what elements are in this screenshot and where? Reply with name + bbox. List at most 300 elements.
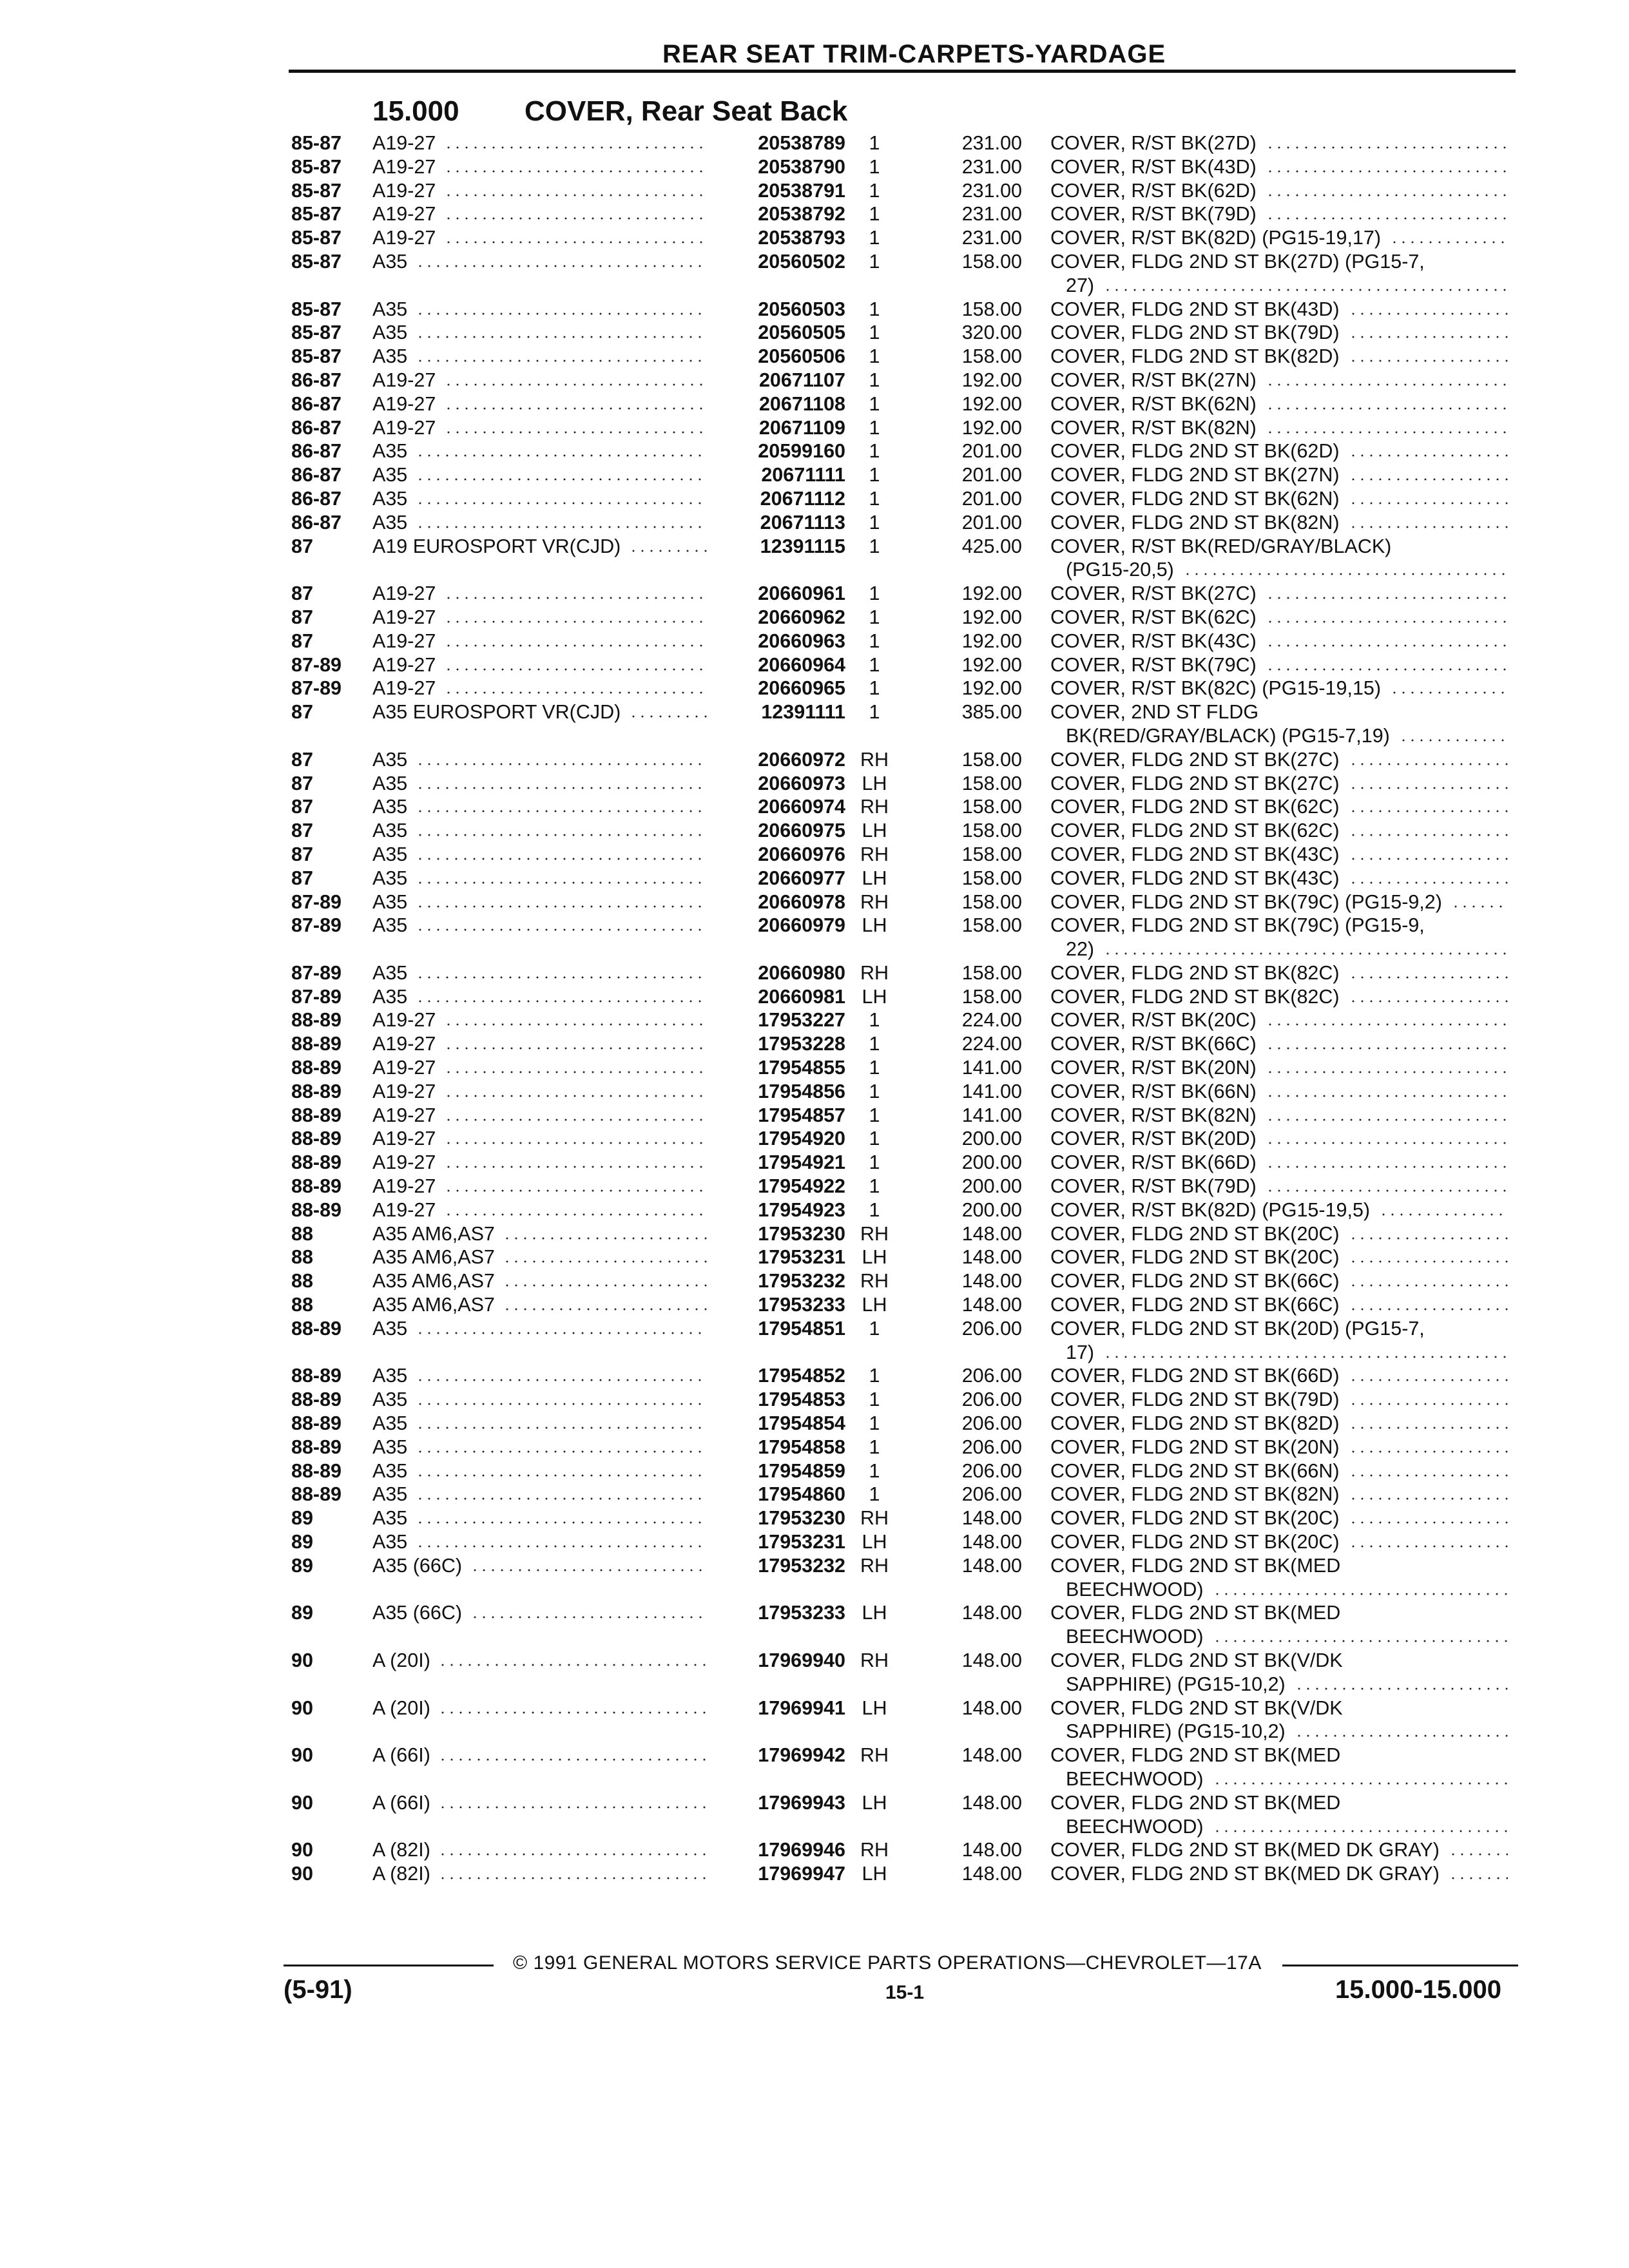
description-line (1050, 961, 1514, 985)
row-description (1050, 606, 1514, 629)
row-model (372, 1459, 414, 1483)
row-model (372, 1008, 442, 1032)
row-model (372, 298, 414, 322)
row-part-number: 17954852 (758, 1365, 845, 1387)
dot-leader (444, 644, 708, 648)
row-part-number: 17954923 (758, 1198, 845, 1221)
dot-leader (503, 1260, 708, 1264)
row-price: 231.00 (961, 227, 1022, 249)
row-quantity: 1 (869, 1436, 880, 1458)
description-line (1050, 1744, 1514, 1767)
row-quantity: 1 (869, 1128, 880, 1150)
description-text: COVER, R/ST BK(RED/GRAY/BLACK) (1050, 535, 1398, 557)
row-years: 87-89 (291, 653, 342, 676)
row-quantity: 1 (869, 1033, 880, 1055)
row-model (372, 1317, 414, 1341)
description-text: COVER, FLDG 2ND ST BK(62N) (1050, 488, 1346, 510)
dot-leader (416, 881, 708, 885)
row-model (372, 1245, 501, 1269)
row-description (1050, 867, 1514, 890)
description-text: COVER, FLDG 2ND ST BK(MED (1050, 1744, 1347, 1766)
row-part-number: 20538793 (758, 227, 845, 249)
dot-leader (416, 762, 708, 766)
description-text: COVER, R/ST BK(20C) (1050, 1009, 1263, 1031)
description-text: BEECHWOOD) (1066, 1626, 1210, 1648)
row-years: 86-87 (291, 416, 342, 439)
description-line (1050, 250, 1514, 274)
row-model-text: A35 (372, 440, 414, 462)
row-model-text: A35 (372, 1412, 414, 1434)
table-row (0, 1080, 1629, 1104)
table-row (0, 677, 1629, 700)
row-quantity: RH (860, 748, 889, 771)
table-row (0, 1744, 1629, 1791)
row-price: 231.00 (961, 155, 1022, 178)
row-description (1050, 1293, 1514, 1317)
description-text: COVER, FLDG 2ND ST BK(62C) (1050, 796, 1346, 818)
dot-leader (416, 454, 708, 457)
row-part-number: 20671108 (758, 392, 845, 415)
dot-leader (1349, 999, 1508, 1003)
row-model-text: A35 AM6,AS7 (372, 1223, 501, 1245)
section-title: COVER, Rear Seat Back (525, 95, 848, 127)
row-years: 87 (291, 701, 313, 724)
description-line (1050, 724, 1514, 748)
row-part-number: 17954858 (758, 1436, 845, 1458)
row-quantity: 1 (869, 1198, 880, 1221)
description-text: COVER, FLDG 2ND ST BK(20C) (1050, 1223, 1346, 1245)
row-quantity: LH (862, 820, 887, 842)
dot-leader (1266, 1189, 1508, 1193)
row-years: 88-89 (291, 1436, 342, 1458)
row-model (372, 1601, 468, 1625)
row-description (1050, 961, 1514, 985)
row-model (372, 439, 414, 463)
row-model-text: A19-27 (372, 156, 442, 178)
row-model (372, 1151, 442, 1175)
row-quantity: 1 (869, 1009, 880, 1032)
dot-leader (416, 335, 708, 339)
row-model (372, 1649, 437, 1673)
dot-leader (1266, 644, 1508, 648)
row-price: 200.00 (961, 1175, 1022, 1198)
row-part-number: 20660979 (758, 914, 845, 937)
description-text: COVER, FLDG 2ND ST BK(MED (1050, 1792, 1347, 1814)
row-price: 148.00 (961, 1270, 1022, 1293)
dot-leader (438, 1758, 708, 1762)
description-line (1050, 1317, 1514, 1341)
description-text: COVER, R/ST BK(62C) (1050, 606, 1263, 628)
row-part-number: 17954851 (758, 1317, 845, 1340)
row-part-number: 20671113 (760, 511, 845, 533)
row-price: 158.00 (961, 961, 1022, 984)
row-quantity: RH (860, 1649, 889, 1671)
description-text: COVER, R/ST BK(82D) (PG15-19,17) (1050, 227, 1387, 249)
row-model-text: A35 (372, 251, 414, 273)
row-price: 158.00 (961, 796, 1022, 818)
row-model-text: A35 EUROSPORT VR(CJD) (372, 701, 627, 723)
description-line (1050, 179, 1514, 203)
description-text: COVER, FLDG 2ND ST BK(82C) (1050, 986, 1346, 1008)
table-row (0, 700, 1629, 748)
row-model (372, 1293, 501, 1317)
row-model (372, 416, 442, 440)
row-quantity: 1 (869, 1389, 880, 1411)
row-model-text: A19-27 (372, 606, 442, 628)
table-row (0, 1791, 1629, 1839)
row-years: 87 (291, 867, 313, 889)
row-description (1050, 131, 1514, 155)
row-model (372, 226, 442, 250)
description-text: COVER, R/ST BK(66D) (1050, 1151, 1263, 1173)
row-quantity: 1 (869, 677, 880, 700)
footer-section-range: 15.000-15.000 (1335, 1975, 1502, 2004)
row-description (1050, 985, 1514, 1009)
dot-leader (444, 691, 708, 695)
description-line (1050, 1412, 1514, 1436)
row-model-text: A19-27 (372, 1128, 442, 1149)
description-line (1050, 1554, 1514, 1578)
row-price: 425.00 (961, 535, 1022, 557)
description-line (1050, 1222, 1514, 1246)
row-years: 87 (291, 820, 313, 842)
row-quantity: 1 (869, 416, 880, 439)
row-quantity: 1 (869, 227, 880, 249)
row-description (1050, 1838, 1514, 1862)
dot-leader (416, 359, 708, 363)
dot-leader (1266, 193, 1508, 197)
row-quantity: LH (862, 867, 887, 889)
description-line (1050, 606, 1514, 629)
table-row (0, 819, 1629, 843)
dot-leader (1349, 477, 1508, 481)
dot-leader (444, 1023, 708, 1026)
table-row (0, 1293, 1629, 1317)
table-row (0, 867, 1629, 890)
row-quantity: LH (862, 772, 887, 794)
row-price: 158.00 (961, 772, 1022, 794)
row-price: 158.00 (961, 867, 1022, 889)
row-part-number: 20660962 (758, 606, 845, 628)
description-line (1050, 1649, 1514, 1673)
table-row (0, 1008, 1629, 1032)
table-row (0, 748, 1629, 772)
dot-leader (444, 1189, 708, 1193)
row-model-text: A35 (372, 1436, 414, 1458)
row-model-text: A35 (372, 1318, 414, 1340)
dot-leader (1349, 359, 1508, 363)
row-part-number: 20660963 (758, 629, 845, 652)
description-text: COVER, FLDG 2ND ST BK(20C) (1050, 1246, 1346, 1268)
description-text: COVER, FLDG 2ND ST BK(27D) (PG15-7, (1050, 251, 1431, 273)
row-part-number: 20660972 (758, 748, 845, 771)
dot-leader (1399, 738, 1508, 742)
row-part-number: 20599160 (758, 440, 845, 463)
row-model (372, 985, 414, 1009)
description-line (1050, 1293, 1514, 1317)
row-description (1050, 1388, 1514, 1412)
row-price: 158.00 (961, 748, 1022, 771)
row-model (372, 1175, 442, 1198)
row-quantity: 1 (869, 1459, 880, 1482)
description-text: COVER, R/ST BK(62D) (1050, 180, 1263, 202)
dot-leader (438, 1663, 708, 1667)
row-part-number: 17953228 (758, 1033, 845, 1055)
row-part-number: 17954859 (758, 1459, 845, 1482)
row-model (372, 843, 414, 867)
row-quantity: RH (860, 1839, 889, 1861)
row-price: 141.00 (961, 1057, 1022, 1079)
row-part-number: 20538789 (758, 132, 845, 154)
dot-leader (416, 477, 708, 481)
dot-leader (444, 1046, 708, 1050)
row-model (372, 1080, 442, 1104)
footer-date-code: (5-91) (284, 1975, 352, 2004)
row-model-text: A19-27 (372, 677, 442, 699)
dot-leader (1349, 1497, 1508, 1501)
row-price: 148.00 (961, 1602, 1022, 1624)
dot-leader (1266, 430, 1508, 434)
row-model (372, 1554, 468, 1578)
row-model (372, 250, 414, 274)
description-line (1050, 819, 1514, 843)
dot-leader (1103, 288, 1508, 292)
row-model-text: A35 (66C) (372, 1602, 468, 1624)
row-model-text: A19-27 (372, 1033, 442, 1055)
row-description (1050, 914, 1514, 961)
dot-leader (444, 169, 708, 173)
dot-leader (444, 146, 708, 149)
row-description (1050, 1744, 1514, 1791)
row-description (1050, 1056, 1514, 1080)
row-description (1050, 487, 1514, 511)
dot-leader (444, 240, 708, 244)
dot-leader (1266, 1070, 1508, 1074)
row-description (1050, 321, 1514, 345)
dot-leader (1349, 501, 1508, 505)
row-years: 87-89 (291, 961, 342, 984)
row-part-number: 20538790 (758, 155, 845, 178)
row-years: 90 (291, 1791, 313, 1814)
row-description (1050, 819, 1514, 843)
description-line (1050, 274, 1514, 298)
dot-leader (1349, 312, 1508, 316)
row-part-number: 17954855 (758, 1057, 845, 1079)
dot-leader (444, 1070, 708, 1074)
dot-leader (1266, 216, 1508, 220)
table-row (0, 1554, 1629, 1602)
description-line (1050, 202, 1514, 226)
description-text: COVER, FLDG 2ND ST BK(79D) (1050, 322, 1346, 343)
dot-leader (1103, 1355, 1508, 1359)
table-row (0, 606, 1629, 629)
row-years: 86-87 (291, 440, 342, 463)
description-text: COVER, FLDG 2ND ST BK(82C) (1050, 962, 1346, 984)
dot-leader (444, 620, 708, 624)
row-price: 200.00 (961, 1128, 1022, 1150)
row-quantity: 1 (869, 1151, 880, 1174)
row-model (372, 1198, 442, 1222)
table-row (0, 179, 1629, 203)
row-model-text: A19-27 (372, 369, 442, 391)
row-description (1050, 1269, 1514, 1293)
table-row (0, 795, 1629, 819)
dot-leader (444, 407, 708, 410)
table-row (0, 1649, 1629, 1696)
row-description (1050, 1483, 1514, 1506)
row-model-text: A35 (66C) (372, 1555, 468, 1577)
row-years: 88-89 (291, 1365, 342, 1387)
dot-leader (1349, 525, 1508, 529)
row-description (1050, 795, 1514, 819)
table-row (0, 345, 1629, 369)
dot-leader (1379, 1213, 1508, 1216)
row-part-number: 20671109 (758, 416, 845, 439)
description-text: COVER, FLDG 2ND ST BK(79C) (PG15-9,2) (1050, 891, 1449, 913)
table-row (0, 653, 1629, 677)
description-line (1050, 1791, 1514, 1815)
dot-leader (416, 809, 708, 813)
description-line (1050, 985, 1514, 1009)
row-price: 385.00 (961, 701, 1022, 724)
description-line (1050, 1696, 1514, 1720)
dot-leader (438, 1805, 708, 1809)
dot-leader (1349, 1402, 1508, 1406)
dot-leader (1266, 383, 1508, 387)
row-quantity: RH (860, 1222, 889, 1245)
row-quantity: 1 (869, 535, 880, 557)
row-model (372, 1506, 414, 1530)
row-part-number: 17969942 (758, 1744, 845, 1767)
table-row (0, 1317, 1629, 1365)
row-model (372, 1364, 414, 1388)
row-quantity: 1 (869, 369, 880, 391)
row-price: 158.00 (961, 820, 1022, 842)
row-model (372, 463, 414, 487)
row-model (372, 1269, 501, 1293)
row-part-number: 20660980 (758, 961, 845, 984)
row-years: 88-89 (291, 1080, 342, 1102)
row-description (1050, 1554, 1514, 1602)
table-row (0, 1483, 1629, 1506)
row-description (1050, 629, 1514, 653)
table-row (0, 1032, 1629, 1056)
dot-leader (416, 975, 708, 979)
row-price: 148.00 (961, 1744, 1022, 1767)
row-part-number: 17969940 (758, 1649, 845, 1671)
row-model (372, 606, 442, 629)
row-price: 200.00 (961, 1198, 1022, 1221)
row-quantity: 1 (869, 1175, 880, 1198)
row-part-number: 20671112 (760, 487, 845, 510)
row-part-number: 17969946 (758, 1839, 845, 1861)
row-quantity: 1 (869, 155, 880, 178)
row-model (372, 1744, 437, 1767)
row-years: 87 (291, 772, 313, 794)
row-description (1050, 1151, 1514, 1175)
row-quantity: RH (860, 796, 889, 818)
row-part-number: 20660965 (758, 677, 845, 700)
dot-leader (416, 1544, 708, 1548)
description-line (1050, 1625, 1514, 1649)
table-row (0, 1506, 1629, 1530)
row-quantity: 1 (869, 203, 880, 226)
description-text: COVER, R/ST BK(43C) (1050, 630, 1263, 652)
dot-leader (1213, 1782, 1509, 1785)
row-price: 206.00 (961, 1389, 1022, 1411)
row-model (372, 582, 442, 606)
row-part-number: 17954921 (758, 1151, 845, 1174)
table-row (0, 890, 1629, 914)
description-text: COVER, FLDG 2ND ST BK(20C) (1050, 1507, 1346, 1529)
row-years: 88-89 (291, 1033, 342, 1055)
row-model (372, 1791, 437, 1815)
row-description (1050, 1862, 1514, 1886)
row-years: 87-89 (291, 890, 342, 913)
description-line (1050, 629, 1514, 653)
dot-leader (1349, 1260, 1508, 1264)
dot-leader (503, 1283, 708, 1287)
dot-leader (1266, 668, 1508, 671)
row-part-number: 17954857 (758, 1104, 845, 1126)
row-quantity: RH (860, 1744, 889, 1767)
row-part-number: 20671107 (758, 369, 845, 391)
description-text: COVER, FLDG 2ND ST BK(27C) (1050, 749, 1346, 771)
row-part-number: 17953230 (758, 1507, 845, 1530)
row-description (1050, 1222, 1514, 1246)
section-number: 15.000 (372, 95, 459, 127)
dot-leader (444, 1165, 708, 1169)
dot-leader (1266, 169, 1508, 173)
row-quantity: LH (862, 1294, 887, 1316)
row-model-text: A35 (372, 1507, 414, 1529)
description-line (1050, 867, 1514, 890)
row-price: 148.00 (961, 1294, 1022, 1316)
row-years: 88-89 (291, 1151, 342, 1174)
description-line (1050, 1056, 1514, 1080)
row-part-number: 20538792 (758, 203, 845, 226)
row-part-number: 17969941 (758, 1696, 845, 1719)
row-model (372, 155, 442, 179)
row-price: 148.00 (961, 1696, 1022, 1719)
row-description (1050, 1364, 1514, 1388)
description-line (1050, 1151, 1514, 1175)
row-model-text: A19-27 (372, 1009, 442, 1031)
row-years: 85-87 (291, 179, 342, 202)
row-price: 148.00 (961, 1863, 1022, 1885)
table-row (0, 582, 1629, 606)
description-line (1050, 1388, 1514, 1412)
row-price: 320.00 (961, 322, 1022, 344)
row-price: 158.00 (961, 890, 1022, 913)
table-row (0, 1436, 1629, 1459)
row-quantity: LH (862, 1863, 887, 1885)
row-model-text: A (20I) (372, 1649, 437, 1671)
row-price: 158.00 (961, 843, 1022, 865)
row-years: 88-89 (291, 1483, 342, 1506)
row-model-text: A35 (372, 891, 414, 913)
table-row (0, 1127, 1629, 1151)
dot-leader (1349, 1474, 1508, 1477)
table-row (0, 1175, 1629, 1198)
row-model (372, 1104, 442, 1128)
row-part-number: 17954922 (758, 1175, 845, 1198)
dot-leader (1103, 952, 1508, 956)
dot-leader (1295, 1687, 1508, 1691)
row-price: 148.00 (961, 1507, 1022, 1530)
row-model-text: A35 (372, 986, 414, 1008)
dot-leader (1349, 809, 1508, 813)
